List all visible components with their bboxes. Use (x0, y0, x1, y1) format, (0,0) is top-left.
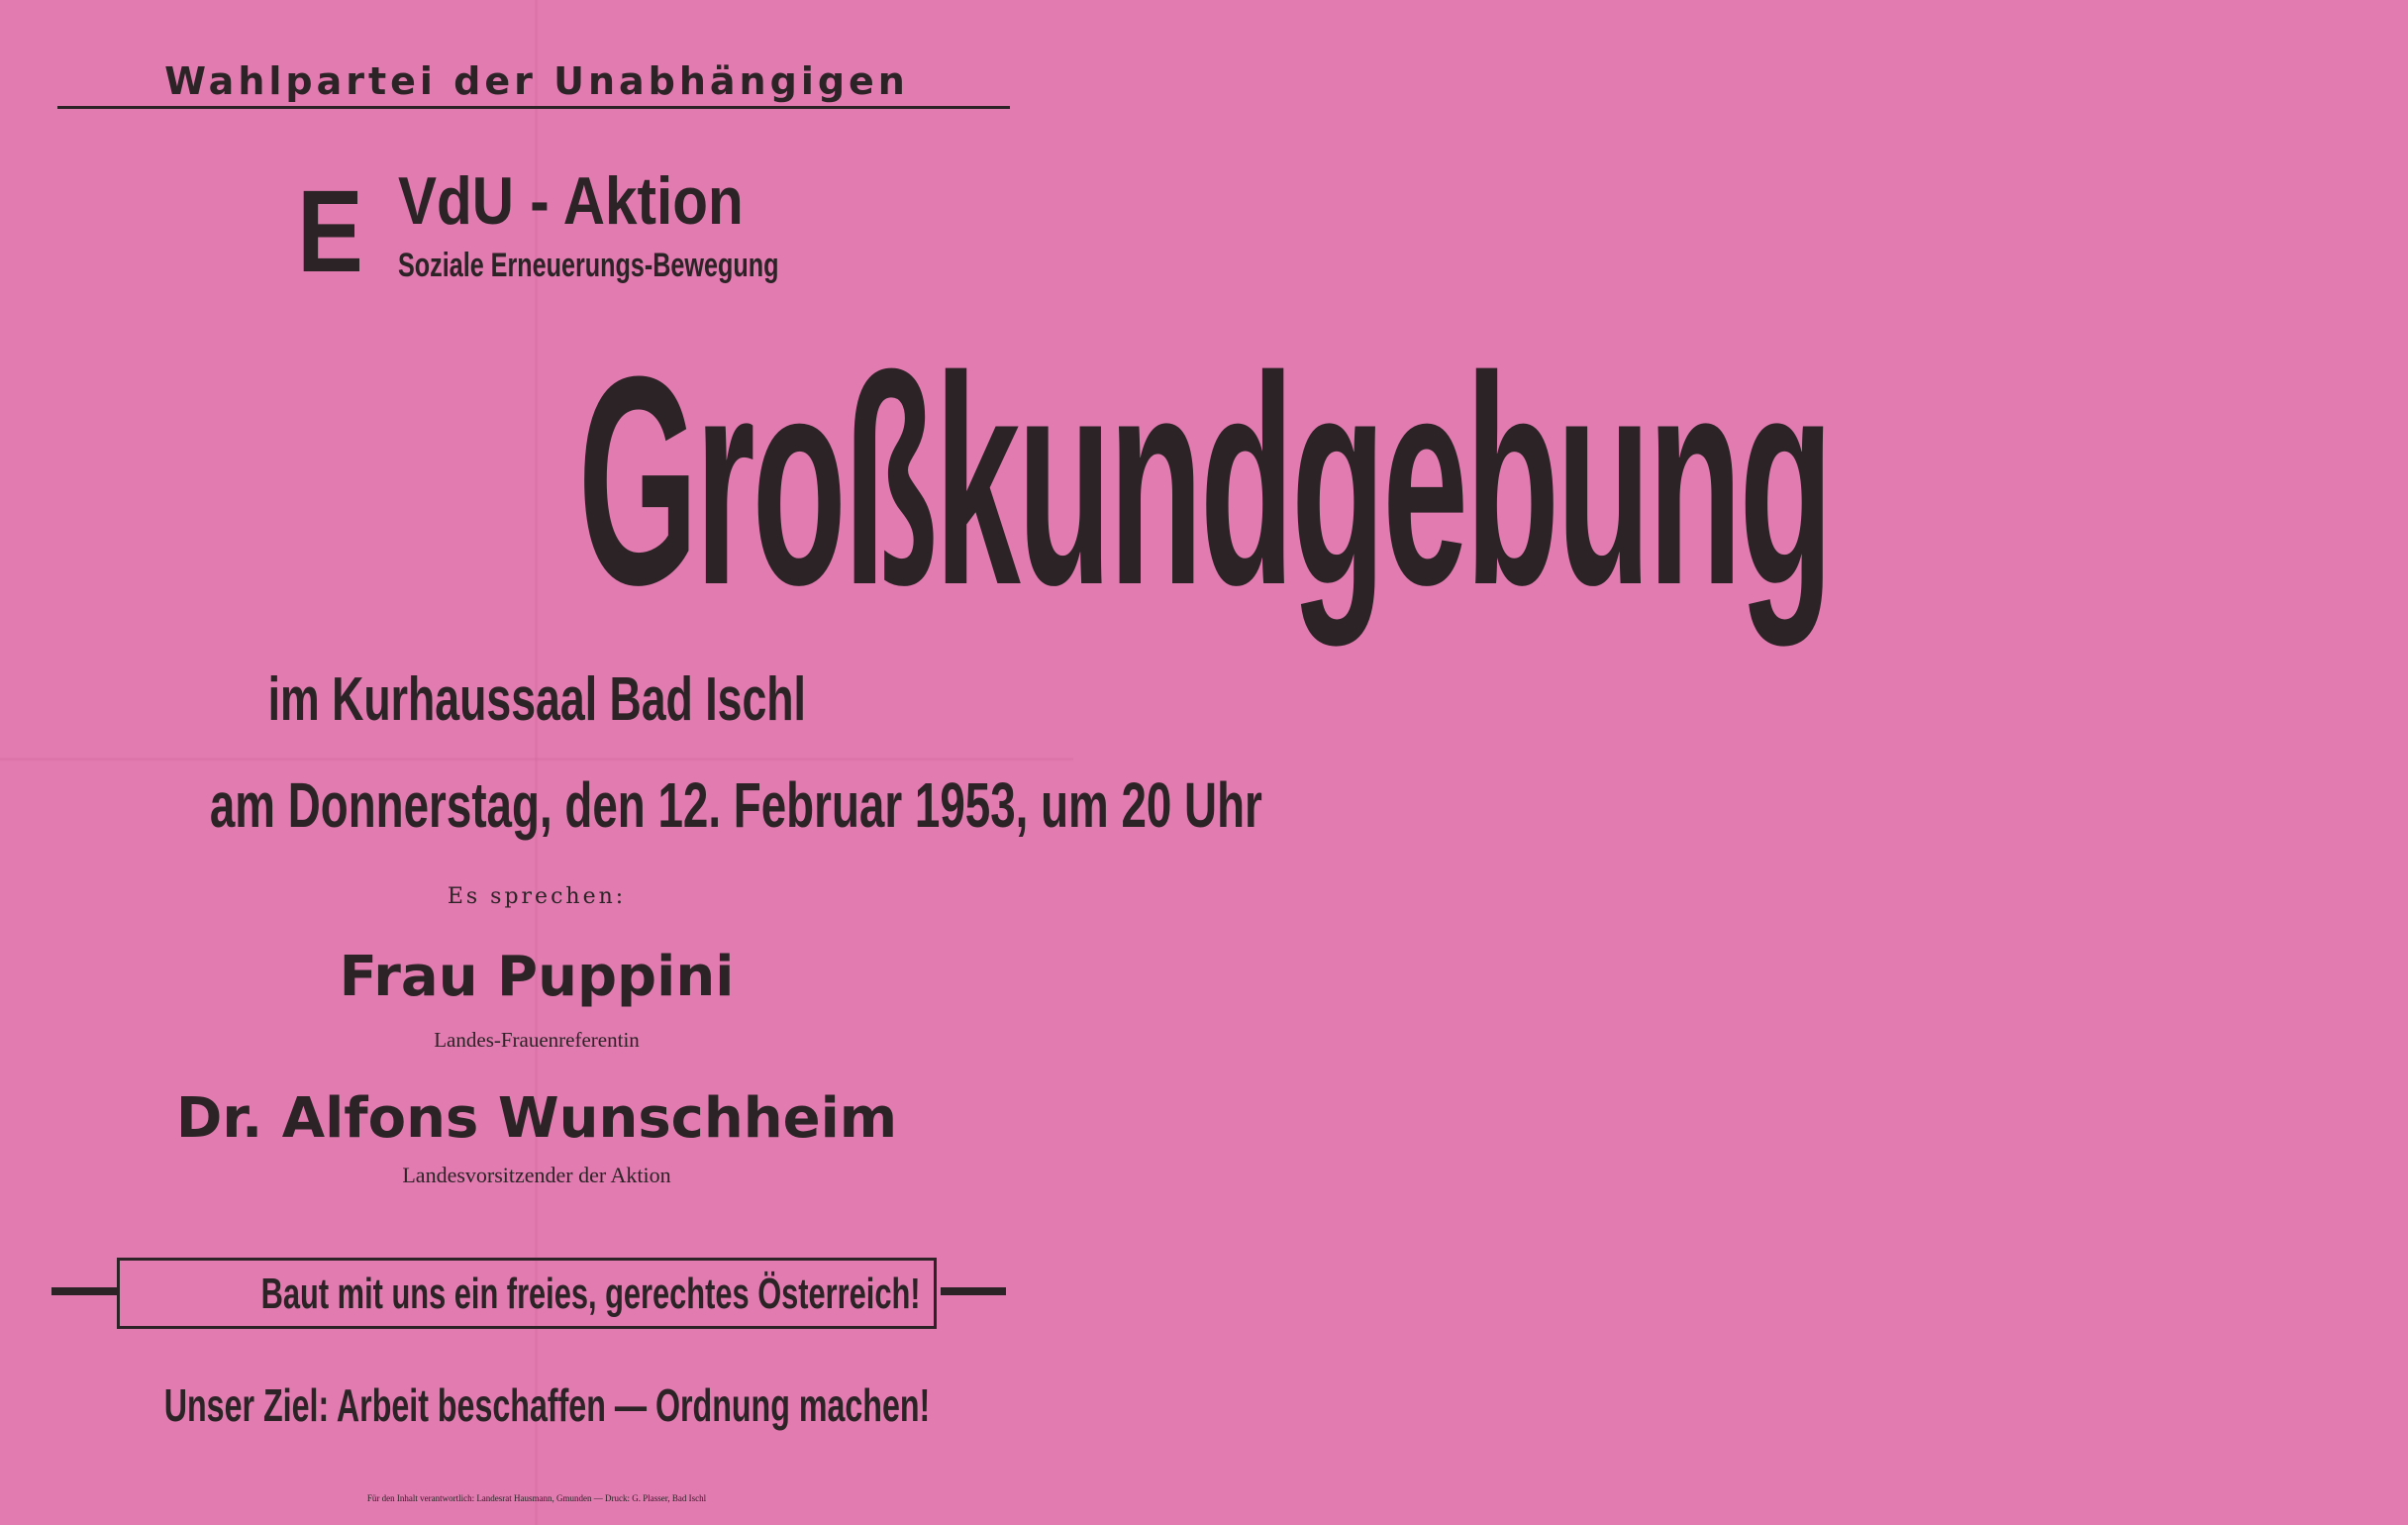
venue: im Kurhaussaal Bad Ischl (267, 665, 806, 734)
party-underline (57, 106, 1010, 109)
slogan: Baut mit uns ein freies, gerechtes Österreich! (260, 1270, 921, 1318)
speaker-2-name: Dr. Alfons Wunschheim (175, 1086, 898, 1151)
imprint: Für den Inhalt verantwortlich: Landesrat Hausmann, Gmunden — Druck: G. Plasser, Bad Ischl (366, 1493, 707, 1503)
venue-container (0, 665, 1073, 734)
headline-container (0, 314, 1831, 647)
goal-container (0, 1379, 1073, 1431)
party-name: Wahlpartei der Unabhängigen (164, 59, 909, 103)
speaker-1-name: Frau Puppini (339, 945, 735, 1009)
speaker-1-role: Landes-Frauenreferentin (434, 1028, 640, 1052)
speaker-2-role: Landesvorsitzender der Aktion (402, 1163, 671, 1187)
speakers-intro: Es sprechen: (447, 884, 627, 909)
movement-name: VdU - Aktion (398, 163, 744, 239)
slogan-bar-right (941, 1287, 1006, 1295)
movement-subtitle: Soziale Erneuerungs-Bewegung (398, 247, 779, 284)
list-letter: E (297, 166, 363, 297)
goal-statement: Unser Ziel: Arbeit beschaffen — Ordnung machen! (163, 1379, 931, 1431)
slogan-bar-left (51, 1287, 117, 1295)
event-datetime: am Donnerstag, den 12. Februar 1953, um 20 Uhr (209, 769, 1262, 841)
slogan-box (117, 1258, 937, 1329)
headline: Großkundgebung (577, 314, 1831, 647)
datetime-container (0, 769, 1262, 841)
